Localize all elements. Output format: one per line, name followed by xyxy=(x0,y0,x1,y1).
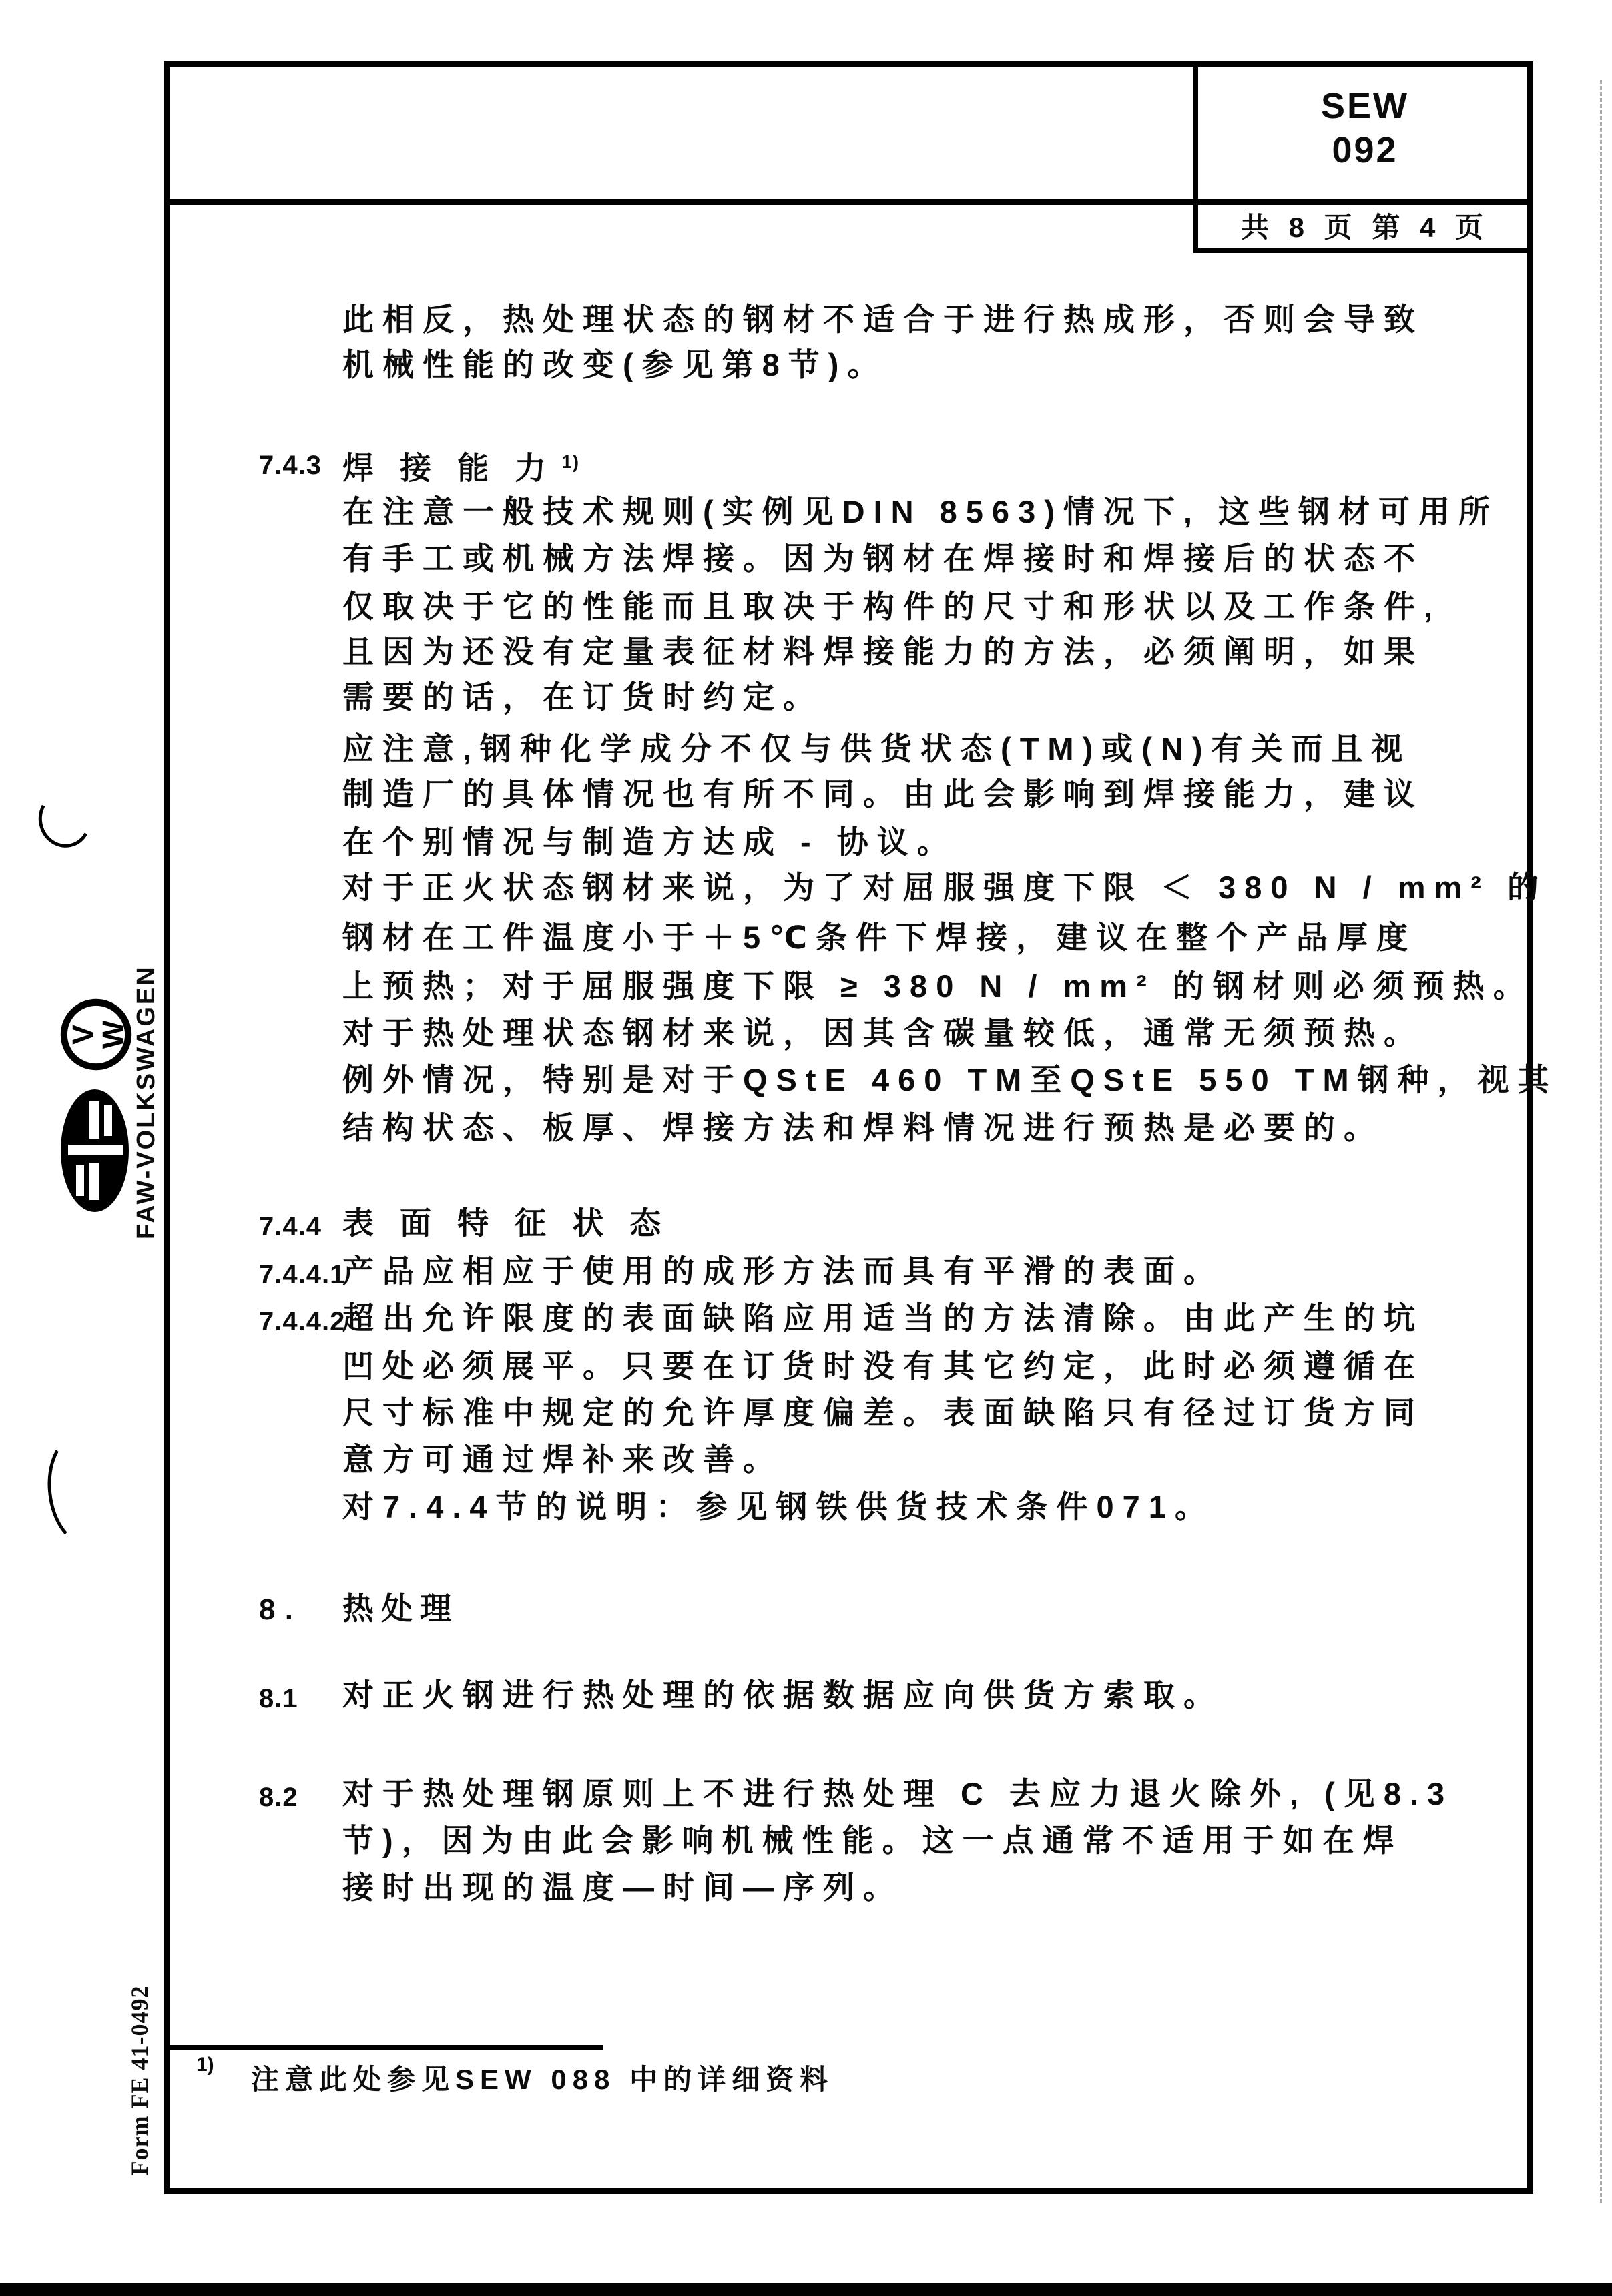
punch-hole-mark xyxy=(43,1432,121,1548)
section-7-4-4-1: 7.4.4.1 产品应相应于使用的成形方法而具有平滑的表面。 xyxy=(342,1252,1224,1291)
form-number-vertical: Form FE 41-0492 xyxy=(126,1985,153,2176)
paragraph-line: 此相反，热处理状态的钢材不适合于进行热成形，否则会导致 xyxy=(342,302,1424,337)
section-7-4-4-2: 7.4.4.2 超出允许限度的表面缺陷应用适当的方法清除。由此产生的坑 xyxy=(342,1299,1424,1338)
section-8-1: 8.1 对正火钢进行热处理的依据数据应向供货方索取。 xyxy=(342,1676,1224,1715)
section-heading-7-4-3: 7.4.3 焊 接 能 力 $^{1)}$ xyxy=(342,443,579,488)
paragraph-line: 机械性能的改变(参见第8节)。 xyxy=(342,347,888,382)
page-number-info: 共 8 页 第 4 页 xyxy=(1240,212,1490,243)
footnote-ref-marker: 1) xyxy=(561,451,580,472)
section-number: 7.4.4.1 xyxy=(259,1260,346,1289)
paragraph-line: 在注意一般技术规则(实例见DIN 8563)情况下, 这些钢材可用所 xyxy=(342,494,1499,529)
paragraph-line: 上预热；对于屈服强度下限 ≥ 380 N / mm² 的钢材则必须预热。 xyxy=(342,968,1533,1004)
scan-bottom-artifact xyxy=(0,2283,1612,2296)
paragraph-line: 且因为还没有定量表征材料焊接能力的方法，必须阐明，如果 xyxy=(342,634,1424,669)
footnote-marker: 1) xyxy=(196,2054,214,2076)
section-number: 7.4.4.2 xyxy=(259,1307,346,1336)
section-8-2: 8.2 对于热处理钢原则上不进行热处理 C 去应力退火除外, (见8.3 xyxy=(342,1775,1453,1813)
paragraph-line: 制造厂的具体情况也有所不同。由此会影响到焊接能力，建议 xyxy=(342,776,1424,812)
paragraph-line: 仅取决于它的性能而且取决于构件的尺寸和形状以及工作条件, xyxy=(342,589,1442,624)
section-number: 8 . xyxy=(259,1593,294,1626)
svg-text:V: V xyxy=(66,1025,100,1045)
standard-code xyxy=(1198,84,1532,172)
paragraph-line: 需要的话，在订货时约定。 xyxy=(342,679,823,715)
header-divider-line xyxy=(164,199,1533,205)
section-number: 7.4.3 xyxy=(259,451,322,480)
footnote-separator-line xyxy=(166,2045,603,2050)
scan-edge-artifact xyxy=(1600,80,1602,2203)
section-heading-7-4-4: 7.4.4 表 面 特 征 状 态 xyxy=(342,1204,669,1243)
header-box-bottom-line xyxy=(1193,248,1533,253)
section-heading-8: 8 . 热处理 xyxy=(342,1589,459,1628)
paragraph-line: 接时出现的温度—时间—序列。 xyxy=(342,1870,903,1905)
paragraph-line: 例外情况，特别是对于QStE 460 TM至QStE 550 TM钢种，视其 xyxy=(342,1062,1558,1097)
section-number: 7.4.4 xyxy=(259,1212,322,1241)
paragraph-line: 钢材在工件温度小于＋5℃条件下焊接，建议在整个产品厚度 xyxy=(342,920,1417,955)
standard-code-name: SEW xyxy=(1320,86,1409,126)
paragraph-line: 对于正火状态钢材来说，为了对屈服强度下限 ＜ 380 N / mm² 的 xyxy=(342,870,1547,905)
paragraph-line: 对于热处理状态钢材来说，因其含碳量较低，通常无须预热。 xyxy=(342,1015,1424,1051)
paragraph-line: 结构状态、板厚、焊接方法和焊料情况进行预热是必要的。 xyxy=(342,1110,1384,1145)
paragraph-line: 应注意,钢种化学成分不仅与供货状态(TM)或(N)有关而且视 xyxy=(342,731,1412,766)
company-name-vertical: FAW-VOLKSWAGEN xyxy=(132,965,160,1239)
header-box-vertical-line xyxy=(1193,61,1198,253)
footnote: 1) 注意此处参见SEW 088 中的详细资料 xyxy=(196,2054,834,2095)
svg-text:W: W xyxy=(96,1020,130,1049)
vw-logo-icon xyxy=(59,997,133,1072)
punch-hole-mark xyxy=(32,786,97,853)
paragraph-line: 节)，因为由此会影响机械性能。这一点通常不适用于如在焊 xyxy=(342,1823,1403,1858)
paragraph-line: 凹处必须展平。只要在订货时没有其它约定，此时必须遵循在 xyxy=(342,1348,1424,1384)
paragraph-line: 尺寸标准中规定的允许厚度偏差。表面缺陷只有径过订货方同 xyxy=(342,1395,1424,1430)
standard-code-number: 092 xyxy=(1332,130,1398,170)
section-number: 8.2 xyxy=(259,1783,298,1812)
paragraph-line: 有手工或机械方法焊接。因为钢材在焊接时和焊接后的状态不 xyxy=(342,541,1424,576)
paragraph-line: 对7.4.4节的说明：参见钢铁供货技术条件071。 xyxy=(342,1489,1215,1524)
faw-logo-icon xyxy=(59,1087,131,1215)
paragraph-line: 在个别情况与制造方达成 - 协议。 xyxy=(342,824,957,860)
section-number: 8.1 xyxy=(259,1684,298,1713)
paragraph-line: 意方可通过焊补来改善。 xyxy=(342,1442,783,1477)
